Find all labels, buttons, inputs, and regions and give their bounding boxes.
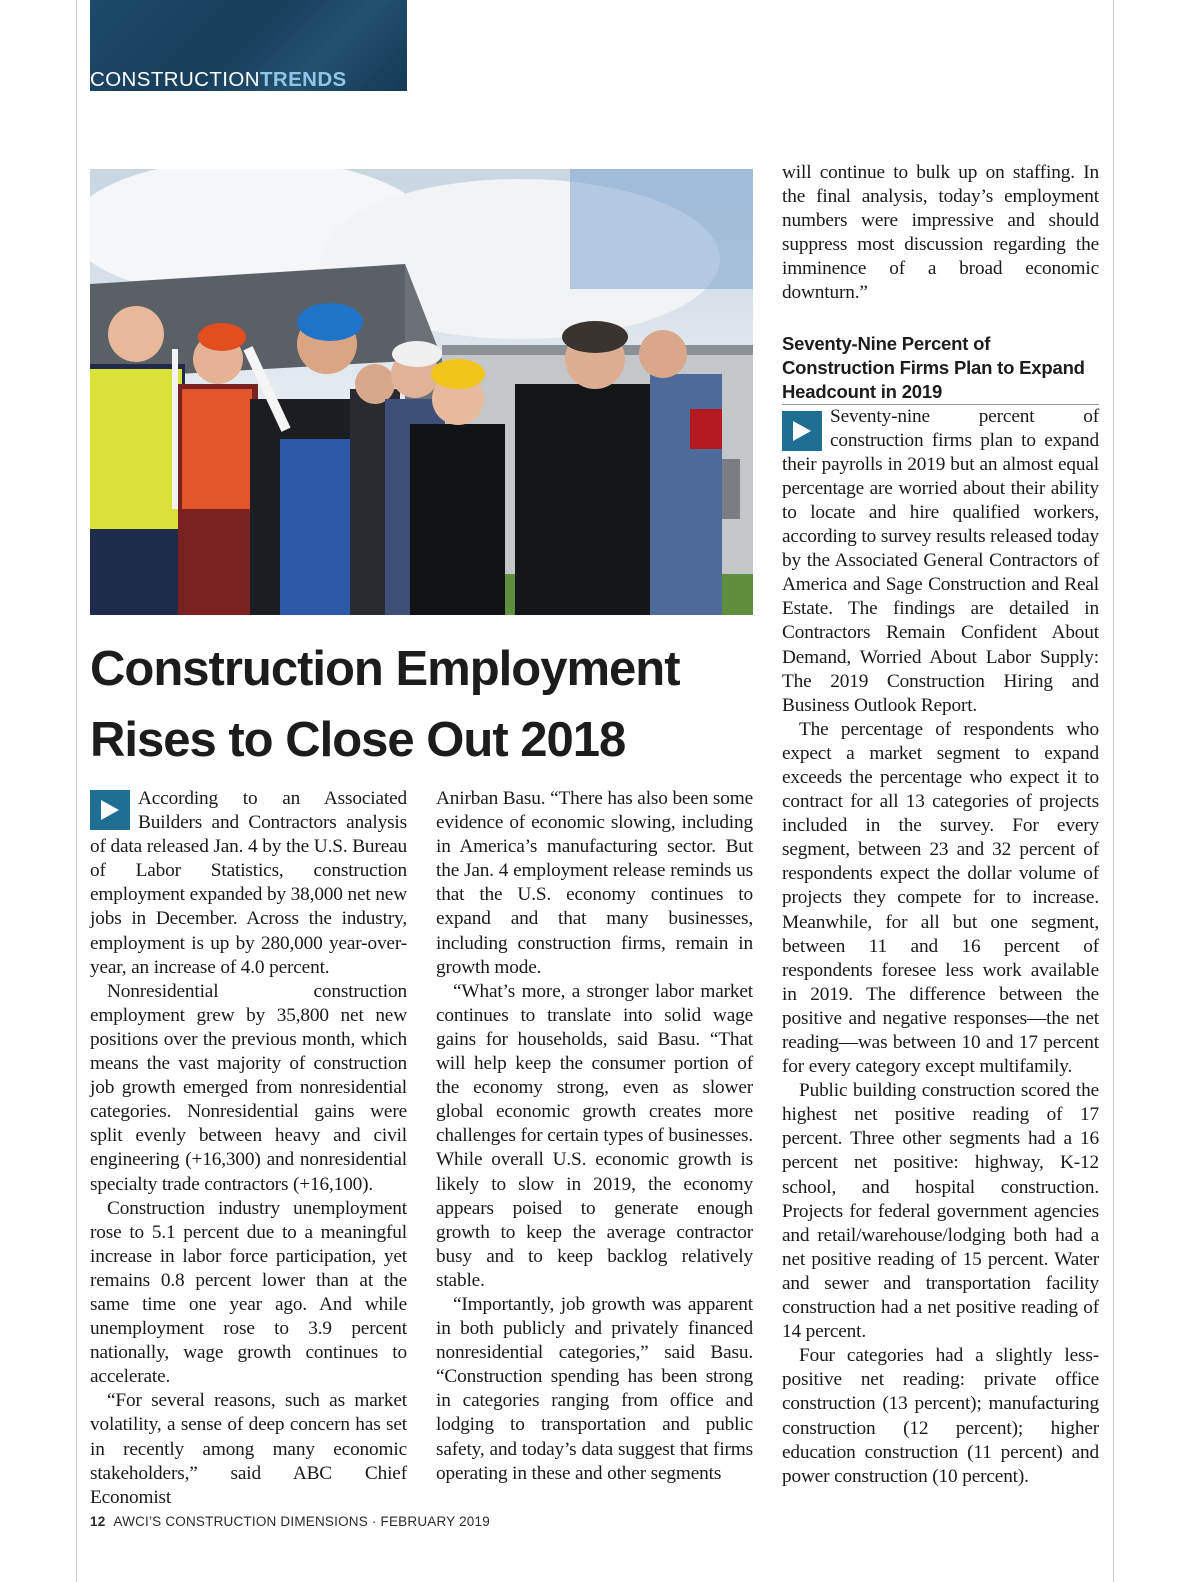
publication-info: AWCI’S CONSTRUCTION DIMENSIONS · FEBRUARY 2019 [113,1514,490,1529]
play-icon [90,790,130,830]
section-title-part1: CONSTRUCTION [90,68,260,91]
left-margin-rule [76,0,77,1582]
page-number: 12 [90,1514,106,1529]
paragraph: Nonresidential construction employment grew by 35,800 net new positions over the previous month, which means the vast majority of construction job growth emerged from nonresidential categories. Nonresidential gains were split evenly between heavy and civil engineering (+16,300) and nonresidential specialty trade contractors (+16,100). [90,980,407,1195]
paragraph: Anirban Basu. “There has also been some evidence of economic slowing, including in America’s manufacturing sector. But the Jan. 4 employment release reminds us that the U.S. economy continues to expand and that many businesses, including construction firms, remain in growth mode. [436,788,754,978]
right-margin-rule [1113,0,1114,1582]
paragraph: Public building construction scored the highest net positive reading of 17 percent. Three other segments had a 16 percent net positive: highway, K-12 school, and hospital construction. Projects for federal government agencies and retail/warehouse/lodging both had a net positive reading of 15 percent. Water and sewer and transportation facility construction had a net positive reading of 14 percent. [782,1080,1099,1343]
paragraph: “For several reasons, such as market volatility, a sense of deep concern has set in recently among many economic stakeholders,” said ABC Chief Economist [90,1390,407,1508]
paragraph: Construction industry unemployment rose to 5.1 percent due to a meaningful increase in labor force participation, yet remains 0.8 percent lower than at the same time one year ago. And while unemployment rose to 3.9 percent nationally, wage growth continues to accelerate. [90,1197,407,1388]
section-title-part2: TRENDS [259,68,347,91]
construction-workers-photo [90,169,753,615]
section-title [90,68,407,92]
paragraph: “Importantly, job growth was apparent in both publicly and privately financed nonresidential categories,” said Basu. “Construction spending has been strong in categories ranging from office and lodging to transportation and public safety, and today’s data suggest that firms operating in these and other segments [436,1293,753,1484]
article-headline [90,634,770,776]
paragraph: Four categories had a slightly less-positive net reading: private office construction (13 percent); manufacturing construction (12 percent); higher education construction (11 percent) and power construction (10 percent). [782,1345,1099,1487]
page-footer [90,1511,490,1533]
paragraph: The percentage of respondents who expect a market segment to expand exceeds the percentage who expect it to contract for all 13 categories of projects included in the survey. For every segment, between 23 and 32 percent of respondents expect the dollar volume of projects they compete for to increase. Meanwhile, for all but one segment, between 11 and 16 percent of respondents foresee less work available in 2019. The difference between the positive and negative responses—the net reading—was between 10 and 17 percent for every category except multifamily. [782,718,1099,1078]
text-column-1 [90,787,407,1510]
play-icon [782,411,822,451]
paragraph: According to an Associated Builders and Contractors analysis of data released Jan. 4 by the U.S. Bureau of Labor Statistics, construction employment expanded by 38,000 net new jobs in December. Across the industry, employment is up by 280,000 year-over-year, an increase of 4.0 percent. [90,788,407,978]
text-column-2 [436,787,753,1486]
paragraph: Seventy-nine percent of construction firms plan to expand their payrolls in 2019 but an almost equal percentage are worried about their ability to locate and hire qualified workers, according to survey results released today by the Associated General Contractors of America and Sage Construction and Real Estate. The findings are detailed in Contractors Remain Confident About Demand, Worried About Labor Supply: The 2019 Construction Hiring and Business Outlook Report. [782,405,1099,716]
paragraph: “What’s more, a stronger labor market continues to translate into solid wage gains for households, said Basu. “That will help keep the consumer portion of the economy strong, even as slower global economic growth creates more challenges for certain types of businesses. While overall U.S. economic growth is likely to slow in 2019, the economy appears poised to generate enough growth to keep the average contractor busy and to keep backlog relatively stable. [436,980,753,1291]
section-subhead: Seventy-Nine Percent of Construction Firms Plan to Expand Headcount in 2019 [782,332,1099,405]
paragraph: will continue to bulk up on staffing. In the final analysis, today’s employment numbers were impressive and should suppress most discussion regarding the imminence of a broad economic downturn.” [782,162,1099,304]
text-column-3 [782,161,1099,1489]
headline-line-1: Construction Employment [90,642,680,696]
headline-line-2: Rises to Close Out 2018 [90,713,626,767]
